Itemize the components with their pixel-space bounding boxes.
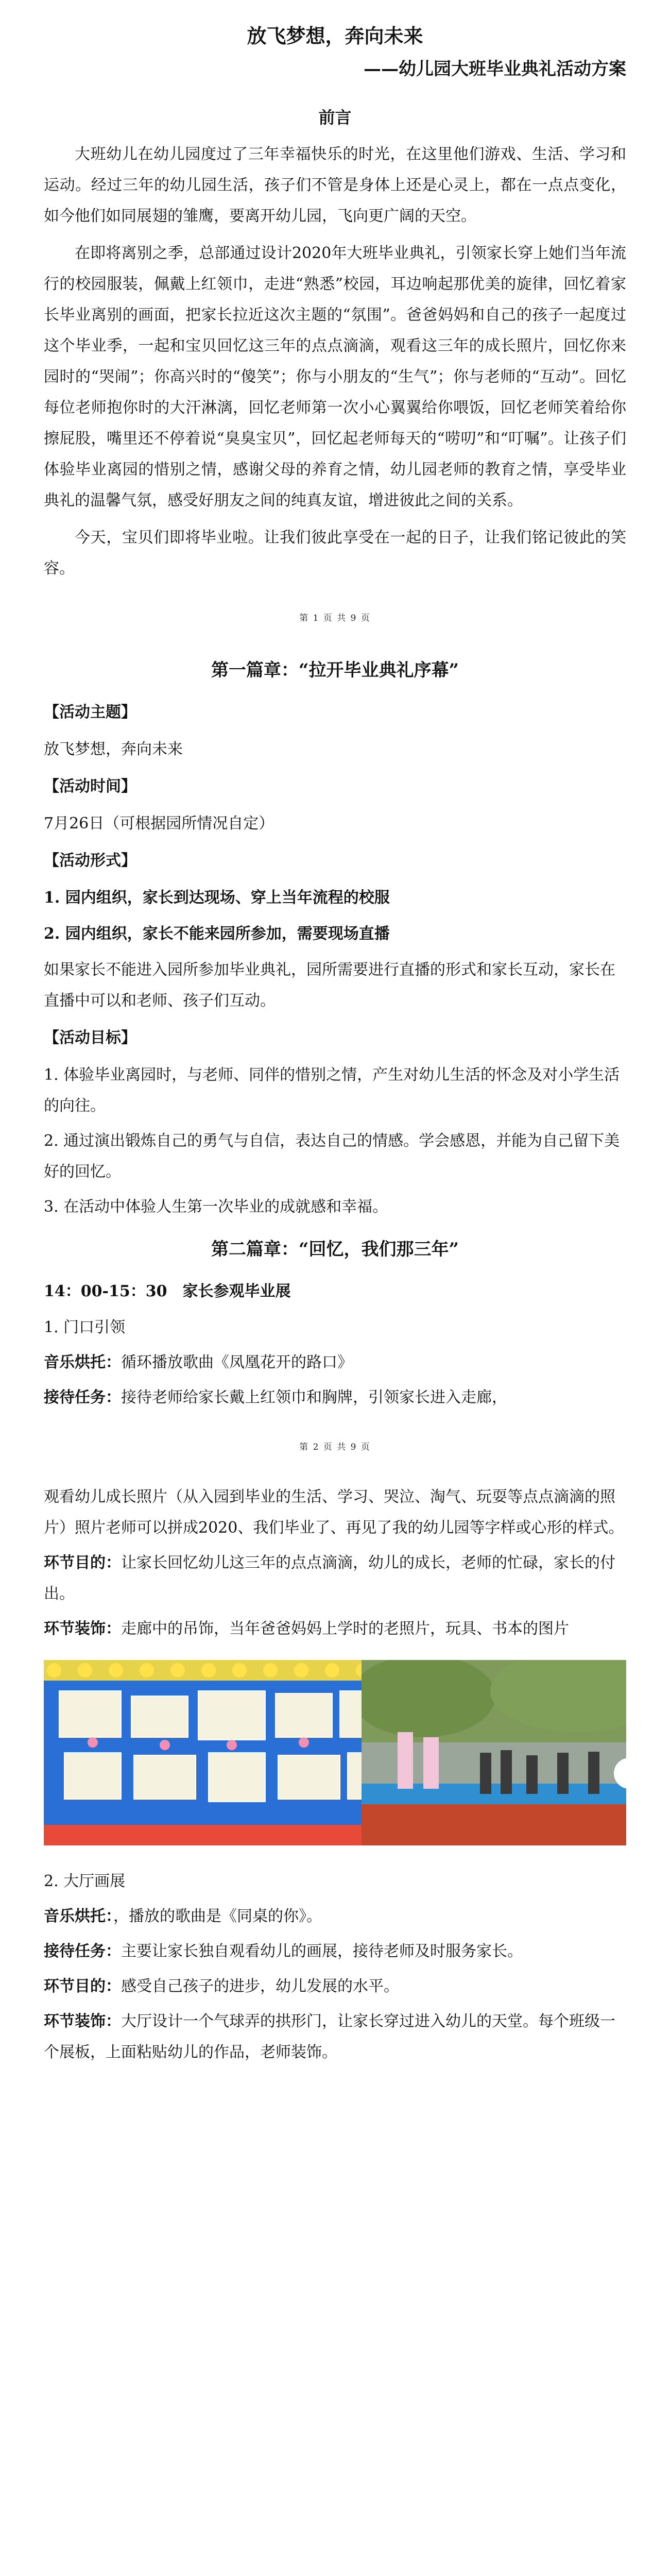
preface-heading: 前言 — [318, 107, 352, 127]
decor-label: 环节装饰： — [44, 2012, 121, 2030]
goal-text: 让家长回忆幼儿这三年的点点滴滴，幼儿的成长，老师的忙碌，家长的付出。 — [44, 1553, 615, 1603]
goal-label: 环节目的： — [44, 1977, 121, 1995]
reception-text: 主要让家长独自观看幼儿的画展，接待老师及时服务家长。 — [121, 1942, 523, 1960]
reception-text: 接待老师给家长戴上红领巾和胸牌，引领家长进入走廊， — [121, 1388, 507, 1406]
music-line — [44, 1901, 626, 1932]
subsection-heading: 1. 门口引领 — [44, 1318, 126, 1336]
goal-item: 1. 体验毕业离园时，与老师、同伴的惜别之情，产生对幼儿生活的怀念及对小学生活的向往。 — [44, 1065, 620, 1115]
goal-text: 感受自己孩子的进步，幼儿发展的水平。 — [121, 1977, 399, 1995]
section-heading: 【活动目标】 — [44, 1028, 136, 1047]
theme-text: 放飞梦想，奔向未来 — [44, 740, 183, 758]
time-text: 7月26日（可根据园所情况自定） — [44, 814, 274, 833]
subsection-heading: 2. 大厅画展 — [44, 1872, 126, 1890]
music-label: 音乐烘托： — [44, 1907, 113, 1925]
section-heading: 【活动主题】 — [44, 703, 136, 721]
chapter-title: 第一篇章：“拉开毕业典礼序幕” — [211, 659, 459, 681]
goal-label: 环节目的： — [44, 1553, 121, 1572]
reception-label: 接待任务： — [44, 1942, 121, 1960]
section-heading: 【活动时间】 — [44, 777, 136, 795]
page-number: 第 2 页 共 9 页 — [299, 1442, 371, 1452]
preface-paragraph: 大班幼儿在幼儿园度过了三年幸福快乐的时光，在这里他们游戏、生活、学习和运动。经过三年的幼儿园生活，孩子们不管是身体上还是心灵上，都在一点点变化，如今他们如同展翅的雏鹰，要离开幼儿园，飞向更广阔的天空。 — [44, 145, 626, 225]
form-note: 如果家长不能进入园所参加毕业典礼，园所需要进行直播的形式和家长互动，家长在直播中可以和老师、孩子们互动。 — [44, 960, 615, 1010]
hallway-photo-illustration — [44, 1660, 362, 1845]
preface-paragraph: 在即将离别之季，总部通过设计2020年大班毕业典礼，引领家长穿上她们当年流行的校园服装，佩戴上红领巾，走进“熟悉”校园，耳边响起那优美的旋律，回忆着家长毕业离别的画面，把家长拉近这次主题的“氛围”。爸爸妈妈和自己的孩子一起度过这个毕业季，一起和宝贝回忆这三年的点点滴滴，观看这三年的成长照片，回忆你来园时的“哭闹”；你高兴时的“傻笑”；你与小朋友的“生气”；你与老师的“互动”。回忆每位老师抱你时的大汗淋漓，回忆老师第一次小心翼翼给你喂饭，回忆老师笑着给你擦屁股，嘴里还不停着说“臭臭宝贝”，回忆起老师每天的“唠叨”和“叮嘱”。让孩子们体验毕业离园的惜别之情，感谢父母的养育之情，幼儿园老师的教育之情，享受毕业典礼的温馨气氛，感受好朋友之间的纯真友谊，增进彼此之间的关系。 — [44, 244, 626, 510]
hallway-decoration-photo — [44, 1660, 362, 1845]
preface-paragraph: 今天，宝贝们即将毕业啦。让我们彼此享受在一起的日子，让我们铭记彼此的笑容。 — [44, 528, 626, 578]
goal-line — [44, 1548, 626, 1609]
reception-continued: 观看幼儿成长照片（从入园到毕业的生活、学习、哭泣、淘气、玩耍等点点滴滴的照片）照片老师可以拼成2020、我们毕业了、再见了我的幼儿园等字样或心形的样式。 — [44, 1487, 624, 1537]
schedule-line: 14：00-15：30 家长参观毕业展 — [44, 1282, 291, 1300]
reception-line — [44, 1382, 626, 1413]
decor-text: 走廊中的吊饰，当年爸爸妈妈上学时的老照片，玩具、书本的图片 — [121, 1619, 569, 1638]
music-text: ，播放的歌曲是《同桌的你》。 — [113, 1907, 322, 1925]
section-heading: 【活动形式】 — [44, 851, 136, 870]
decor-line — [44, 1614, 626, 1645]
decor-line — [44, 2006, 626, 2068]
goal-item: 2. 通过演出锻炼自己的勇气与自信，表达自己的情感。学会感恩，并能为自己留下美好的回忆。 — [44, 1131, 620, 1181]
music-line — [44, 1347, 626, 1378]
chapter-title: 第二篇章：“回忆，我们那三年” — [211, 1239, 459, 1260]
music-text: 循环播放歌曲《凤凰花开的路口》 — [121, 1353, 353, 1371]
music-label: 音乐烘托： — [44, 1353, 121, 1371]
reception-label: 接待任务： — [44, 1388, 121, 1406]
form-item: 1. 园内组织，家长到达现场、穿上当年流程的校服 — [44, 888, 390, 907]
page-number: 第 1 页 共 9 页 — [299, 613, 371, 623]
goal-item: 3. 在活动中体验人生第一次毕业的成就感和幸福。 — [44, 1197, 388, 1216]
decor-text: 大厅设计一个气球弄的拱形门，让家长穿过进入幼儿的天堂。每个班级一个展板，上面粘贴幼儿的作品，老师装饰。 — [44, 2012, 615, 2061]
outdoor-event-photo — [362, 1660, 627, 1845]
decor-label: 环节装饰： — [44, 1619, 121, 1638]
document-title: 放飞梦想，奔向未来 — [247, 24, 423, 47]
reception-line — [44, 1936, 626, 1967]
document-subtitle: ——幼儿园大班毕业典礼活动方案 — [364, 59, 626, 80]
goal-line — [44, 1971, 626, 2002]
outdoor-photo-illustration — [362, 1660, 627, 1845]
form-item: 2. 园内组织，家长不能来园所参加，需要现场直播 — [44, 924, 390, 943]
photo-row — [44, 1660, 626, 1845]
